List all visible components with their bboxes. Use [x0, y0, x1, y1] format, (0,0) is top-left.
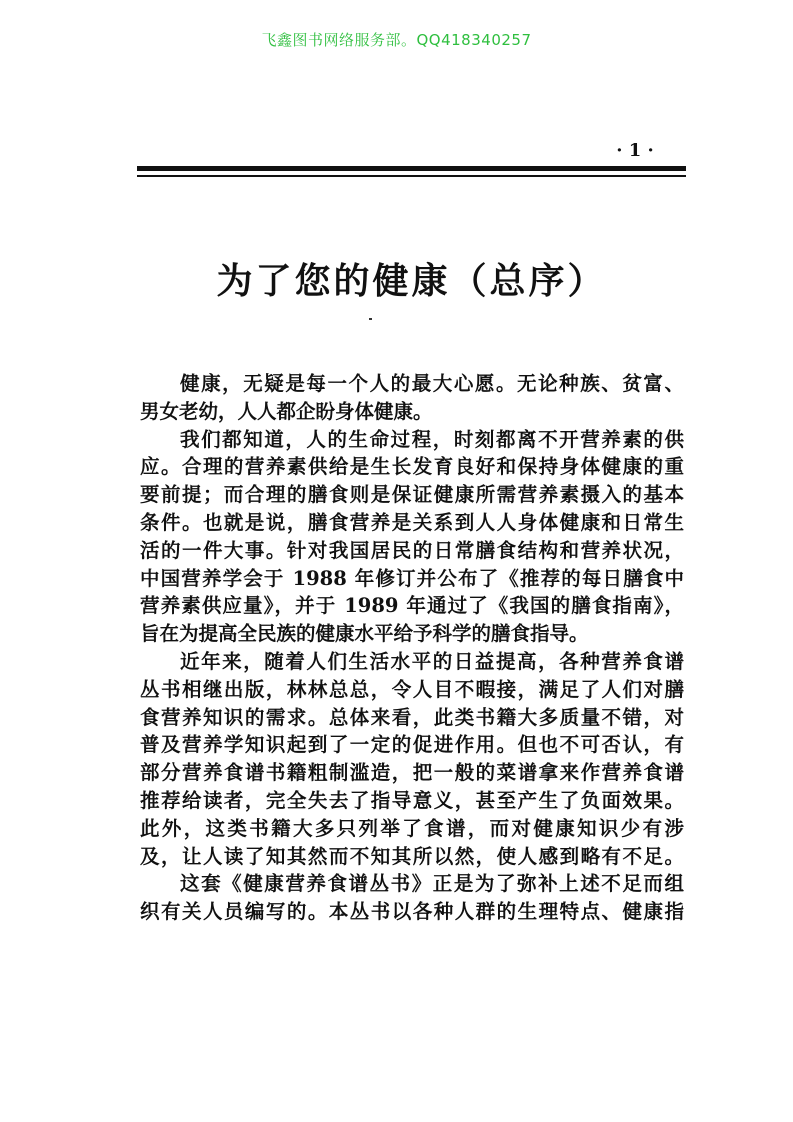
text-line: 要前提；而合理的膳食则是保证健康所需营养素摄入的基本: [140, 483, 684, 507]
text-line: 这套《健康营养食谱丛书》正是为了弥补上述不足而组: [180, 872, 684, 896]
text-line: 应。合理的营养素供给是生长发育良好和保持身体健康的重: [140, 455, 684, 479]
text-line: 营养素供应量》，并于 1989 年通过了《我国的膳食指南》，: [140, 594, 684, 618]
body-text: [140, 370, 684, 926]
text-line: 此外，这类书籍大多只列举了食谱，而对健康知识少有涉: [140, 816, 684, 840]
text-line: 丛书相继出版，林林总总，令人目不暇接，满足了人们对膳: [140, 677, 684, 701]
scan-speck: [369, 318, 372, 320]
text-line: 织有关人员编写的。本丛书以各种人群的生理特点、健康指: [140, 900, 684, 924]
header-rule-thin: [137, 175, 686, 177]
text-line: 近年来，随着人们生活水平的日益提高，各种营养食谱: [180, 649, 684, 673]
text-line: 健康，无疑是每一个人的最大心愿。无论种族、贫富、: [180, 372, 684, 395]
text-line: 旨在为提高全民族的健康水平给予科学的膳食指导。: [140, 622, 589, 646]
page-title: 为了您的健康（总序）: [216, 261, 607, 302]
text-line: 普及营养学知识起到了一定的促进作用。但也不可否认，有: [140, 733, 684, 757]
watermark: 飞鑫图书网络服务部。QQ418340257: [261, 31, 532, 49]
text-line: 及，让人读了知其然而不知其所以然，使人感到略有不足。: [140, 844, 684, 868]
text-line: 食营养知识的需求。总体来看，此类书籍大多质量不错，对: [140, 705, 684, 729]
text-line: 活的一件大事。针对我国居民的日常膳食结构和营养状况，: [140, 538, 684, 562]
text-line: 条件。也就是说，膳食营养是关系到人人身体健康和日常生: [140, 510, 684, 534]
text-line: 男女老幼，人人都企盼身体健康。: [140, 399, 433, 423]
page-number: · 1 ·: [616, 140, 654, 161]
text-line: 推荐给读者，完全失去了指导意义，甚至产生了负面效果。: [140, 788, 684, 812]
text-line: 我们都知道，人的生命过程，时刻都离不开营养素的供: [180, 427, 684, 451]
header-rule-thick: [137, 166, 686, 171]
text-line: 部分营养食谱书籍粗制滥造，把一般的菜谱拿来作营养食谱: [140, 761, 684, 785]
text-line: 中国营养学会于 1988 年修订并公布了《推荐的每日膳食中: [140, 566, 684, 590]
